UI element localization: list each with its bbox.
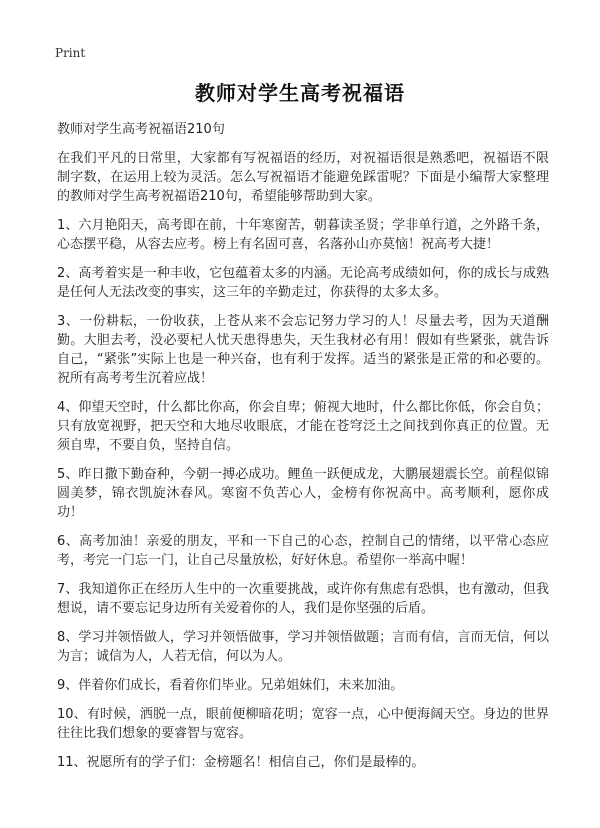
intro-paragraph: 在我们平凡的日常里，大家都有写祝福语的经历，对祝福语很是熟悉吧，祝福语不限制字数，在运用上较为灵活。怎么写祝福语才能避免踩雷呢？下面是小编帮大家整理的教师对学生高考祝福语210句，希望能够帮助到大家。	[57, 151, 549, 204]
list-item: 8、学习并领悟做人，学习并领悟做事，学习并领悟做题；言而有信，言而无信，何以为言；诚信为人，人若无信，何以为人。	[57, 630, 549, 664]
list-item: 5、昨日撒下勤奋种，今朝一搏必成功。鲤鱼一跃便成龙，大鹏展翅震长空。前程似锦圆美梦，锦衣凯旋沐春风。寒窗不负苦心人，金榜有你祝高中。高考顺利，愿你成功！	[57, 467, 549, 520]
list-item: 4、仰望天空时，什么都比你高，你会自卑；俯视大地时，什么都比你低，你会自负；只有放宽视野，把天空和大地尽收眼底，才能在苍穹泛土之间找到你真正的位置。无须自卑，不要自负，坚持自信。	[57, 400, 549, 453]
list-item: 2、高考着实是一种丰收，它包蕴着太多的内涵。无论高考成绩如何，你的成长与成熟是任何人无法改变的事实，这三年的辛勤走过，你获得的太多太多。	[57, 266, 549, 300]
list-item: 10、有时候，洒脱一点，眼前便柳暗花明；宽容一点，心中便海阔天空。身边的世界往往比我们想象的要睿智与宽容。	[57, 707, 549, 741]
list-item: 6、高考加油！亲爱的朋友，平和一下自己的心态，控制自己的情绪，以平常心态应考，考完一门忘一门，让自己尽量放松，好好休息。希望你一举高中喔！	[57, 534, 549, 568]
article-subtitle: 教师对学生高考祝福语210句	[57, 122, 225, 137]
article-body	[57, 149, 549, 782]
list-item: 1、六月艳阳天，高考即在前，十年寒窗苦，朝暮读圣贤；学非单行道，之外路千条，心态摆平稳，从容去应考。榜上有名固可喜，名落孙山亦莫恼！祝高考大捷！	[57, 218, 549, 252]
list-item: 11、祝愿所有的学子们：金榜题名！相信自己，你们是最棒的。	[57, 755, 425, 770]
list-item: 7、我知道你正在经历人生中的一次重要挑战，或许你有焦虑有恐惧，也有激动，但我想说，请不要忘记身边所有关爱着你的人，我们是你坚强的后盾。	[57, 582, 549, 616]
page-title: 教师对学生高考祝福语	[195, 81, 405, 105]
list-item: 3、一份耕耘，一份收获，上苍从来不会忘记努力学习的人！尽量去考，因为天道酬勤。大胆去考，没必要杞人忧天患得患失，天生我材必有用！假如有些紧张，就告诉自己，“紧张”实际上也是一种兴奋，也有利于发挥。适当的紧张是正常的和必要的。祝所有高考考生沉着应战！	[57, 314, 549, 386]
list-item: 9、伴着你们成长，看着你们毕业。兄弟姐妹们，未来加油。	[57, 678, 404, 693]
print-link[interactable]: Print	[55, 46, 86, 60]
